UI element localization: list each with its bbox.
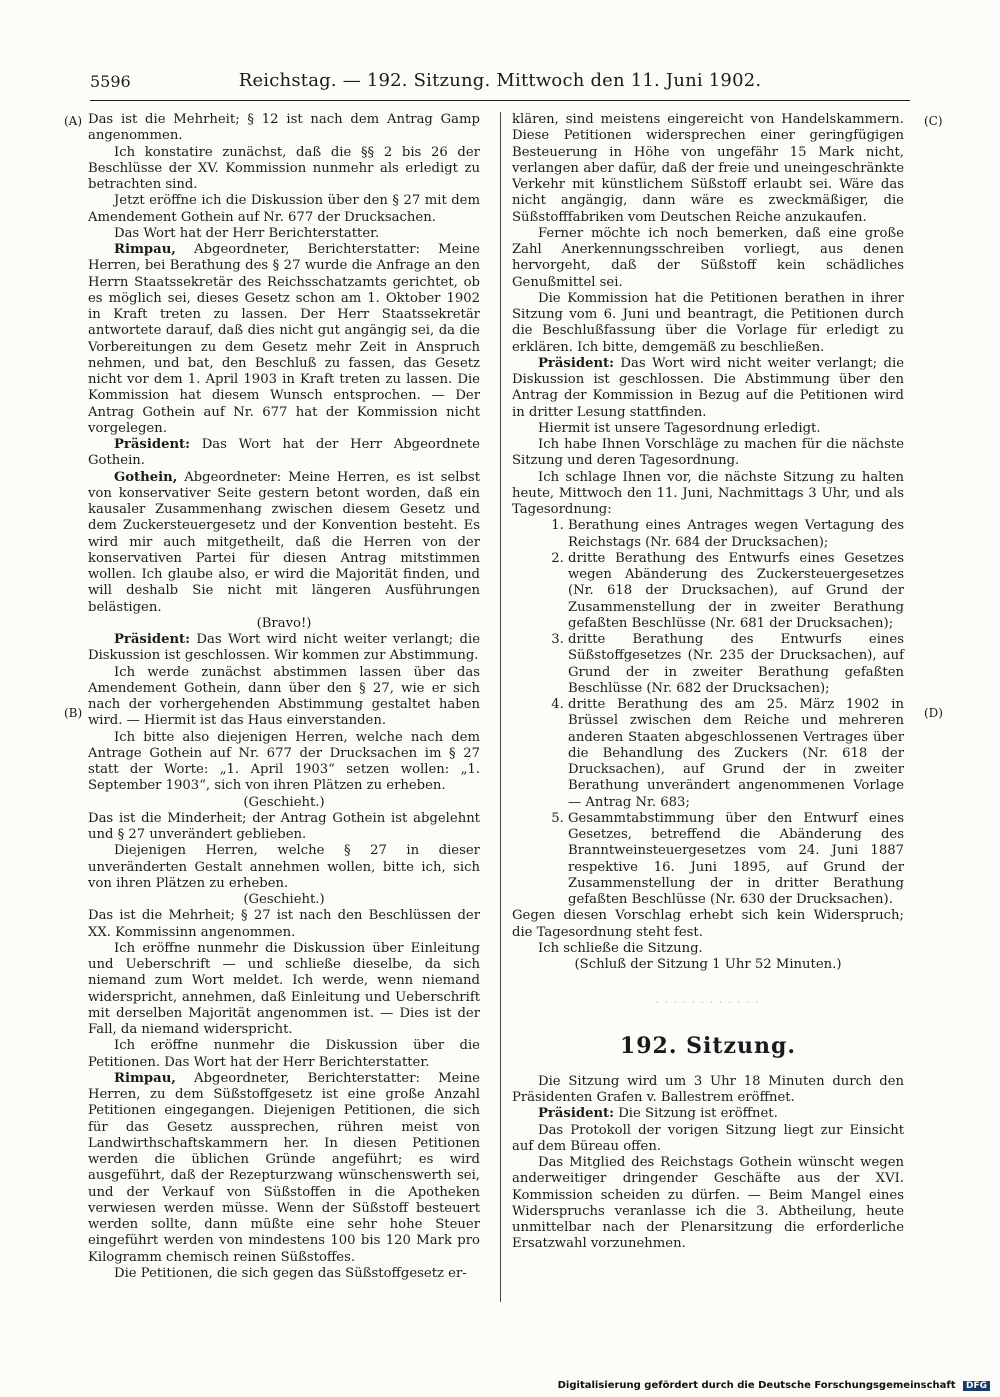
speaker-name: Rimpau,	[114, 1070, 176, 1086]
section-divider: · · · · · · · · · · · ·	[655, 998, 761, 1008]
agenda-item: 4. dritte Berathung des am 25. März 1902 in Brüssel zwischen dem Reiche und mehreren anderen Staaten abgeschlossenen Vertrages über die Behandlung des Zuckers (Nr. 618 der Drucksachen), auf Grund der in zweiter Berathung unverändert angenommenen Vorlage — Antrag Nr. 683;	[568, 697, 904, 811]
agenda-item: 2. dritte Berathung des Entwurfs eines Gesetzes wegen Abänderung des Zuckersteuergesetzes (Nr. 618 der Drucksachen), auf Grund der Zusammenstellung der in zweiter Berathung gefaßten Beschlüsse (Nr. 681 der Drucksachen);	[568, 551, 904, 632]
paragraph: Gegen diesen Vorschlag erhebt sich kein Widerspruch; die Tagesordnung steht fest.	[512, 908, 904, 940]
paragraph	[88, 437, 480, 470]
paragraph: Diejenigen Herren, welche § 27 in dieser unveränderten Gestalt annehmen wollen, bitte ich, sich von ihren Plätzen zu erheben.	[88, 843, 480, 891]
paragraph: Ich eröffne nunmehr die Diskussion über Einleitung und Ueberschrift — und schließe dieselbe, da sich niemand zum Wort meldet. Ich werde, wenn niemand widerspricht, annehmen, daß Einleitung und Ueberschrift mit derselben Majorität angenommen ist. — Dies ist der Fall, da niemand widerspricht.	[88, 940, 480, 1037]
paragraph: Hiermit ist unsere Tagesordnung erledigt.	[538, 420, 821, 436]
paragraph: Ferner möchte ich noch bemerken, daß eine große Zahl Anerkennungsschreiben vorliegt, aus denen hervorgeht, daß der Süßstoff kein schädliches Genußmittel sei.	[512, 225, 904, 290]
speaker-name: Präsident:	[114, 632, 191, 647]
speaker-name: Präsident:	[114, 437, 191, 452]
paragraph: klären, sind meistens eingereicht von Handelskammern. Diese Petitionen widersprechen einer geringfügigen Besteuerung in Höhe von ungefähr 15 Mark nicht, verlangen aber dafür, daß der freie und uneingeschränkte Verkehr mit künstlichem Süßstoff erlaubt sei. Wäre das nicht angängig, dann wäre es zweckmäßiger, die Süßstofffabriken vom Deutschen Reiche anzukaufen.	[512, 112, 904, 225]
page-header	[90, 68, 910, 96]
session-close-note: (Schluß der Sitzung 1 Uhr 52 Minuten.)	[574, 957, 842, 972]
paragraph: Das ist die Mehrheit; § 12 ist nach dem Antrag Gamp angenommen.	[88, 112, 480, 144]
paragraph: Das Wort hat der Herr Berichterstatter.	[114, 225, 380, 241]
column-separator	[500, 112, 501, 1302]
paragraph: Das ist die Minderheit; der Antrag Gothein ist abgelehnt und § 27 unverändert geblieben.	[88, 810, 480, 842]
left-column	[88, 112, 480, 1282]
paragraph: Ich habe Ihnen Vorschläge zu machen für die nächste Sitzung und deren Tagesordnung.	[512, 437, 904, 469]
footer-text: Digitalisierung gefördert durch die Deutsche Forschungsgemeinschaft	[557, 1380, 956, 1391]
paragraph: Das ist die Mehrheit; § 27 ist nach den Beschlüssen der XX. Kommissinn angenommen.	[88, 908, 480, 940]
speech-text: Das Wort hat der Herr Abgeordnete Gothein.	[88, 437, 480, 469]
right-column	[512, 112, 904, 1253]
speaker-name: Präsident:	[538, 355, 615, 371]
agenda-item: 3. dritte Berathung des Entwurfs eines Süßstoffgesetzes (Nr. 235 der Drucksachen), auf Grund der in zweiter Berathung gefaßten Beschlüsse (Nr. 682 der Drucksachen);	[568, 632, 904, 697]
digitization-footer	[558, 1380, 990, 1391]
speech-text: Abgeordneter: Meine Herren, es ist selbst von konservativer Seite gestern betont worden, daß ein kausaler Zusammenhang zwischen diesem Gesetz und dem Zuckersteuergesetz und der Konvention besteht. Es wird mir auch mitgetheilt, daß die Herren von der konservativen Partei für diesen Antrag mitstimmen wollen. Ich glaube also, er wird die Majorität finden, und will deshalb Sie nicht mit längeren Ausführungen belästigen.	[88, 469, 480, 615]
interjection: (Bravo!)	[256, 615, 312, 631]
agenda-item: 1. Berathung eines Antrages wegen Vertagung des Reichstags (Nr. 684 der Drucksachen);	[568, 518, 904, 551]
agenda-list	[512, 518, 904, 908]
speech-text: Abgeordneter, Berichterstatter: Meine Herren, zu dem Süßstoffgesetz ist eine große Anzahl Petitionen eingegangen. Diejenigen Petitionen, die sich für das Gesetz aussprechen, rühren meist von Landwirthschaftskammern her. In diesen Petitionen werden die üblichen Gründe angeführt; es wird ausgeführt, daß der Rezepturzwang wünschenswerth sei, und der Verkauf von Süßstoffen in die Apotheken verwiesen werden müsse. Wenn der Süßstoff besteuert werden sollte, dann müßte eine sehr hohe Steuer eingeführt werden von mindestens 100 bis 120 Mark pro Kilogramm chemisch reinen Süßstoffes.	[88, 1070, 480, 1265]
paragraph: Die Kommission hat die Petitionen berathen in ihrer Sitzung vom 6. Juni und beantragt, die Petitionen durch die Beschlußfassung über die Vorlage für erledigt zu erklären. Ich bitte, demgemäß zu beschließen.	[512, 290, 904, 355]
paragraph: Ich eröffne nunmehr die Diskussion über die Petitionen. Das Wort hat der Herr Berichterstatter.	[88, 1038, 480, 1070]
speech-text: Die Sitzung ist eröffnet.	[614, 1106, 778, 1122]
paragraph	[88, 242, 480, 437]
paragraph: Das Mitglied des Reichstags Gothein wünscht wegen anderweitiger dringender Geschäfte aus der XVI. Kommission scheiden zu dürfen. — Beim Mangel eines Widerspruchs veranlasse ich die 3. Abtheilung, heute unmittelbar nach der Plenarsitzung die erforderliche Ersatzwahl vorzunehmen.	[512, 1155, 904, 1252]
paragraph: Ich schließe die Sitzung.	[538, 940, 703, 956]
margin-mark-a: (A)	[64, 114, 83, 128]
page-number: 5596	[90, 72, 131, 91]
speaker-name: Rimpau,	[114, 242, 176, 257]
speaker-name: Gothein,	[114, 469, 178, 485]
paragraph: Ich bitte also diejenigen Herren, welche nach dem Antrage Gothein auf Nr. 677 der Drucksachen im § 27 statt der Worte: „1. April 1903“ setzen wollen: „1. September 1903“, sich von ihren Plätzen zu erheben.	[88, 729, 480, 794]
paragraph	[88, 632, 480, 665]
paragraph: Die Sitzung wird um 3 Uhr 18 Minuten durch den Präsidenten Grafen v. Ballestrem eröffnet.	[512, 1073, 904, 1105]
agenda-item: 5. Gesammtabstimmung über den Entwurf eines Gesetzes, betreffend die Abänderung des Branntweinsteuergesetzes vom 24. Juni 1887 respektive 16. Juni 1895, auf Grund der Zusammenstellung der in dritter Berathung gefaßten Beschlüsse (Nr. 630 der Drucksachen).	[568, 811, 904, 909]
margin-mark-b: (B)	[64, 706, 83, 720]
paragraph: Das Protokoll der vorigen Sitzung liegt zur Einsicht auf dem Büreau offen.	[512, 1122, 904, 1154]
speech-text: Das Wort wird nicht weiter verlangt; die Diskussion ist geschlossen. Wir kommen zur Abstimmung.	[88, 632, 480, 664]
margin-mark-c: (C)	[924, 114, 943, 128]
speaker-name: Präsident:	[538, 1106, 615, 1122]
speech-text: Das Wort wird nicht weiter verlangt; die Diskussion ist geschlossen. Die Abstimmung über den Antrag der Kommission in Bezug auf die Petitionen wird in dritter Lesung stattfinden.	[512, 355, 904, 420]
paragraph	[88, 1071, 480, 1266]
paragraph	[512, 1106, 904, 1122]
interjection: (Geschieht.)	[243, 892, 325, 907]
dfg-logo: DFG	[963, 1381, 990, 1391]
paragraph: Ich werde zunächst abstimmen lassen über das Amendement Gothein, dann über den § 27, wie er sich nach der vorhergehenden Abstimmung gestaltet haben wird. — Hiermit ist das Haus einverstanden.	[88, 664, 480, 729]
margin-mark-d: (D)	[924, 706, 943, 720]
paragraph: Die Petitionen, die sich gegen das Süßstoffgesetz er-	[114, 1265, 467, 1281]
speech-text: Abgeordneter, Berichterstatter: Meine Herren, bei Berathung des § 27 wurde die Anfrage an den Herrn Staatssekretär des Reichsschatzamts gerichtet, ob es möglich sei, dieses Gesetz schon am 1. Oktober 1902 in Kraft treten zu lassen. Der Herr Staatssekretär antwortete darauf, daß dies nicht gut angängig sei, da die Vorbereitungen zu dem Gesetz mehr Zeit in Anspruch nehmen, und bat, den Beschluß zu fassen, das Gesetz nicht vor dem 1. April 1903 in Kraft treten zu lassen. Die Kommission hat diesem Wunsch entsprochen. — Der Antrag Gothein auf Nr. 677 hat der Kommission nicht vorgelegen.	[88, 242, 480, 436]
paragraph: Jetzt eröffne ich die Diskussion über den § 27 mit dem Amendement Gothein auf Nr. 677 der Drucksachen.	[88, 193, 480, 225]
session-heading: 192. Sitzung.	[619, 1032, 797, 1059]
paragraph: Ich konstatire zunächst, daß die §§ 2 bis 26 der Beschlüsse der XV. Kommission nunmehr als erledigt zu betrachten sind.	[88, 144, 480, 192]
paragraph	[88, 470, 480, 616]
paragraph: Ich schlage Ihnen vor, die nächste Sitzung zu halten heute, Mittwoch den 11. Juni, Nachmittags 3 Uhr, und als Tagesordnung:	[512, 469, 904, 517]
page-title: Reichstag. — 192. Sitzung. Mittwoch den 11. Juni 1902.	[238, 70, 762, 91]
paragraph	[512, 356, 904, 421]
interjection: (Geschieht.)	[243, 794, 325, 810]
header-rule	[90, 100, 910, 101]
